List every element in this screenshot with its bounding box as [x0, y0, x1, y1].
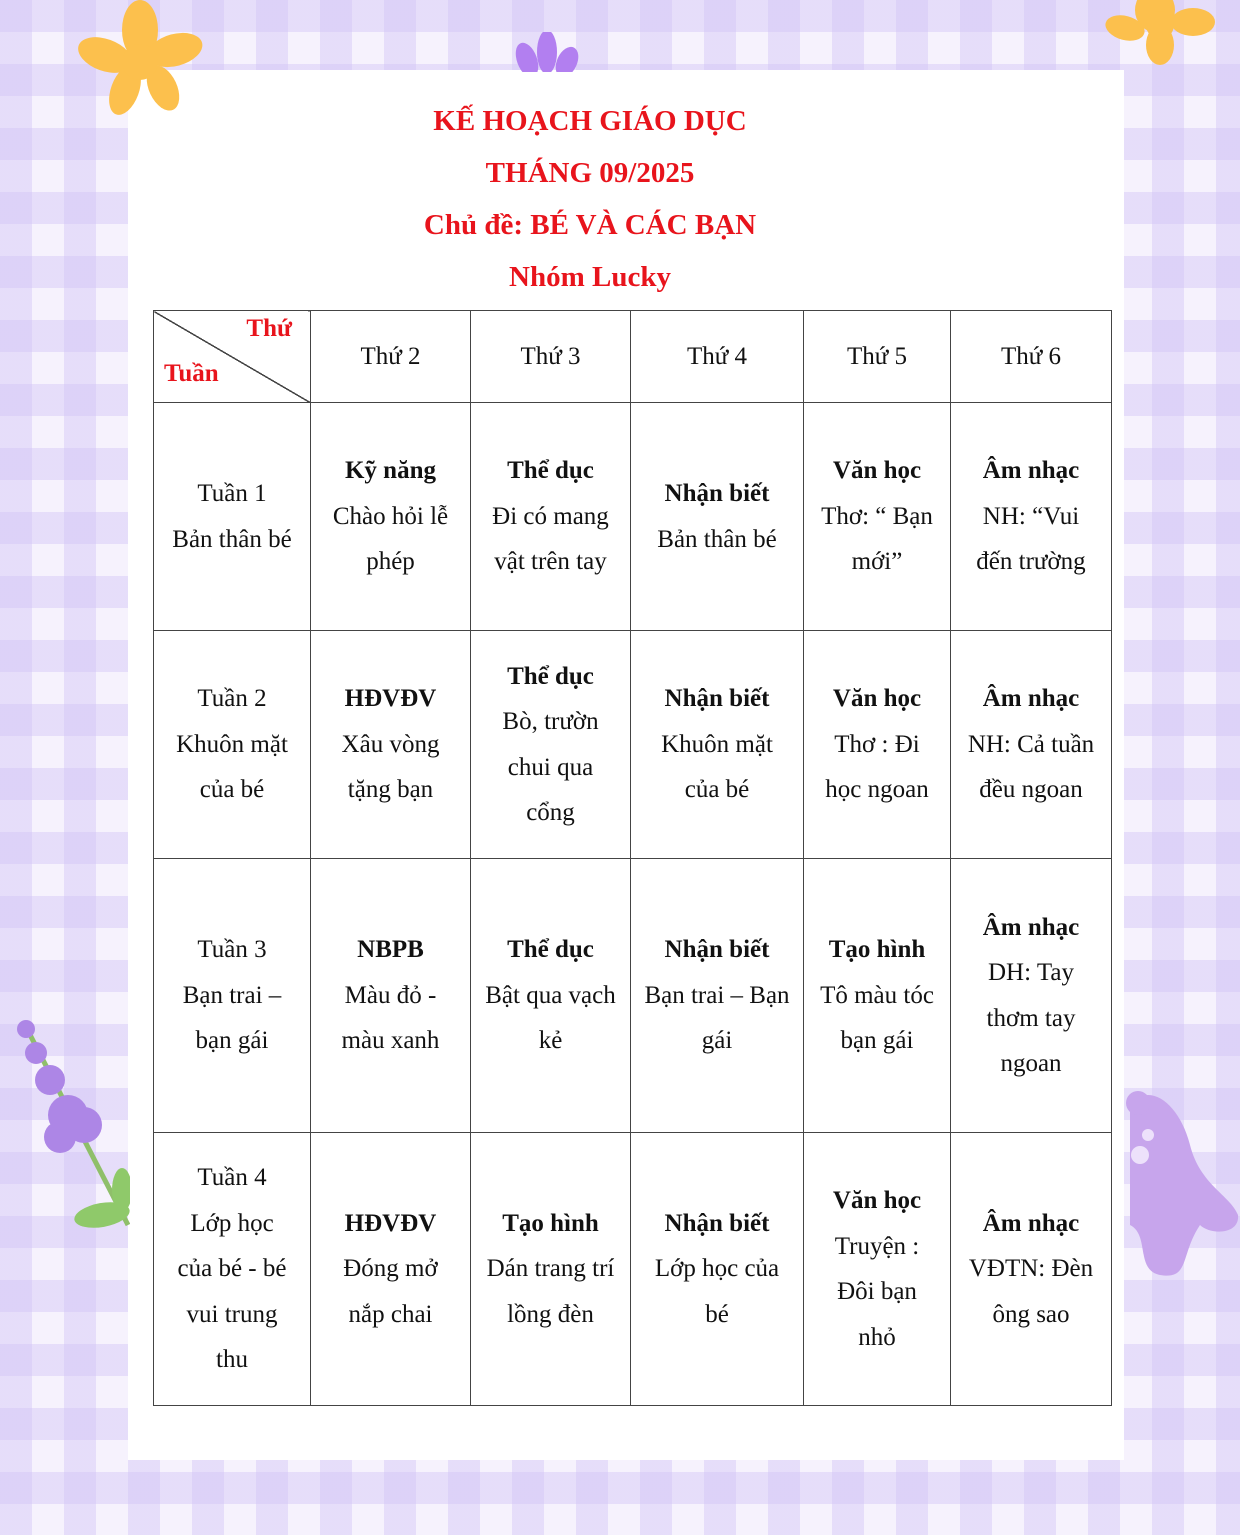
week-label-line: của bé — [199, 776, 265, 804]
activity-cell — [951, 403, 1112, 631]
subject-label: Văn học — [832, 685, 922, 713]
activity-cell — [951, 1133, 1112, 1406]
activity-line: Thơ : Đi — [834, 730, 920, 758]
subject-label: Âm nhạc — [982, 457, 1080, 485]
activity-line: vật trên tay — [494, 548, 607, 576]
activity-cell — [311, 859, 471, 1133]
activity-line: nhỏ — [858, 1323, 896, 1351]
subject-label: Văn học — [832, 1187, 922, 1214]
subject-label: Thể dục — [507, 457, 594, 485]
activity-cell — [311, 631, 471, 859]
activity-line: bạn gái — [840, 1027, 914, 1055]
activity-cell — [471, 631, 631, 859]
activity-cell — [804, 631, 951, 859]
activity-cell — [471, 859, 631, 1133]
subject-label: Âm nhạc — [982, 913, 1080, 941]
activity-line: Khuôn mặt — [661, 730, 773, 758]
week-label-line: Tuần 1 — [197, 480, 267, 507]
activity-line: kẻ — [538, 1027, 563, 1055]
week-label-line: thu — [216, 1346, 248, 1374]
subject-label: Tạo hình — [502, 1209, 599, 1237]
table-row — [154, 1133, 1112, 1406]
activity-line: của bé — [684, 776, 750, 804]
activity-cell — [311, 1133, 471, 1406]
activity-cell — [471, 403, 631, 631]
week-label-cell — [154, 403, 311, 631]
table-header-row — [154, 311, 1112, 403]
activity-cell — [471, 1133, 631, 1406]
day-header: Thứ 3 — [471, 311, 631, 403]
week-label-line: Tuần 4 — [197, 1164, 267, 1192]
activity-line: phép — [366, 548, 415, 576]
week-label-line: Tuần 2 — [197, 685, 267, 713]
week-label-cell — [154, 631, 311, 859]
title-block — [0, 95, 1180, 303]
activity-cell — [804, 1133, 951, 1406]
activity-line: Tô màu tóc — [820, 981, 934, 1009]
activity-line: Lớp học của — [654, 1255, 780, 1283]
plan-group: Nhóm Lucky — [509, 261, 671, 293]
week-label-line: của bé - bé — [177, 1255, 287, 1283]
plan-month: THÁNG 09/2025 — [485, 157, 695, 189]
activity-line: chui qua — [507, 753, 594, 781]
corner-day-label: Thứ — [246, 315, 292, 342]
flower-icon — [1105, 0, 1215, 70]
subject-label: Thể dục — [507, 936, 594, 964]
activity-cell — [631, 1133, 804, 1406]
activity-line: mới” — [851, 548, 903, 576]
activity-cell — [951, 859, 1112, 1133]
activity-line: thơm tay — [986, 1004, 1076, 1032]
activity-line: màu xanh — [341, 1027, 440, 1055]
subject-label: Tạo hình — [828, 936, 926, 964]
activity-line: NH: Cả tuần — [967, 730, 1095, 758]
week-label-line: Bạn trai – — [182, 981, 282, 1009]
week-label-cell — [154, 859, 311, 1133]
activity-line: Đôi bạn — [837, 1278, 917, 1305]
activity-line: Bản thân bé — [657, 525, 777, 553]
day-header: Thứ 5 — [804, 311, 951, 403]
activity-line: Thơ: “ Bạn — [821, 502, 933, 530]
activity-line: cổng — [526, 799, 575, 826]
day-header: Thứ 2 — [311, 311, 471, 403]
activity-line: Xâu vòng — [341, 730, 440, 758]
activity-cell — [311, 403, 471, 631]
week-label-cell — [154, 1133, 311, 1406]
week-label-line: Bản thân bé — [172, 525, 292, 553]
day-header: Thứ 6 — [951, 311, 1112, 403]
table-row — [154, 403, 1112, 631]
activity-line: Bạn trai – Bạn — [644, 981, 790, 1009]
subject-label: HĐVĐV — [344, 1209, 437, 1237]
activity-line: Màu đỏ - — [344, 981, 437, 1009]
corner-header-cell — [154, 311, 311, 403]
activity-line: nắp chai — [348, 1300, 433, 1328]
subject-label: Kỹ năng — [344, 457, 436, 485]
activity-cell — [631, 403, 804, 631]
purple-blob-icon — [1120, 1085, 1240, 1285]
activity-line: đến trường — [976, 548, 1086, 576]
activity-cell — [951, 631, 1112, 859]
table-row — [154, 631, 1112, 859]
activity-line: DH: Tay — [988, 959, 1074, 986]
activity-line: Đi có mang — [492, 502, 609, 530]
subject-label: NBPB — [357, 936, 424, 964]
subject-label: HĐVĐV — [344, 685, 437, 713]
week-label-line: Tuần 3 — [197, 936, 267, 964]
activity-line: lồng đèn — [507, 1300, 594, 1328]
lavender-sprig-icon — [10, 1015, 130, 1255]
activity-cell — [631, 631, 804, 859]
subject-label: Nhận biết — [664, 480, 770, 507]
schedule-table — [153, 310, 1112, 1406]
subject-label: Nhận biết — [664, 1209, 770, 1237]
activity-line: Bò, trườn — [502, 708, 599, 735]
week-label-line: vui trung — [186, 1300, 278, 1328]
leaf-icon — [505, 32, 585, 72]
subject-label: Thể dục — [507, 662, 594, 690]
activity-line: ngoan — [1000, 1050, 1062, 1077]
activity-line: NH: “Vui — [982, 502, 1080, 530]
activity-line: bé — [705, 1300, 729, 1328]
week-label-line: Lớp học — [190, 1209, 274, 1237]
activity-line: gái — [701, 1027, 733, 1055]
activity-line: tặng bạn — [347, 776, 434, 804]
activity-line: Dán trang trí — [486, 1255, 615, 1283]
activity-line: ông sao — [992, 1300, 1070, 1328]
day-header: Thứ 4 — [631, 311, 804, 403]
activity-line: Chào hỏi lễ — [332, 502, 449, 530]
subject-label: Âm nhạc — [982, 1209, 1080, 1237]
activity-line: VĐTN: Đèn — [968, 1255, 1094, 1283]
subject-label: Văn học — [832, 457, 922, 485]
week-label-line: Khuôn mặt — [176, 730, 288, 758]
activity-line: đều ngoan — [979, 776, 1083, 804]
subject-label: Nhận biết — [664, 936, 770, 964]
subject-label: Âm nhạc — [982, 685, 1080, 713]
activity-line: Đóng mở — [343, 1255, 438, 1283]
activity-cell — [804, 859, 951, 1133]
subject-label: Nhận biết — [664, 685, 770, 713]
week-label-line: bạn gái — [195, 1027, 269, 1055]
activity-line: Bật qua vạch — [485, 981, 616, 1009]
activity-cell — [631, 859, 804, 1133]
table-row — [154, 859, 1112, 1133]
plan-theme: Chủ đề: BÉ VÀ CÁC BẠN — [423, 209, 757, 241]
activity-cell — [804, 403, 951, 631]
corner-week-label: Tuần — [164, 360, 219, 387]
plan-title: KẾ HOẠCH GIÁO DỤC — [433, 105, 747, 137]
activity-line: Truyện : — [834, 1232, 920, 1260]
activity-line: học ngoan — [825, 776, 929, 804]
